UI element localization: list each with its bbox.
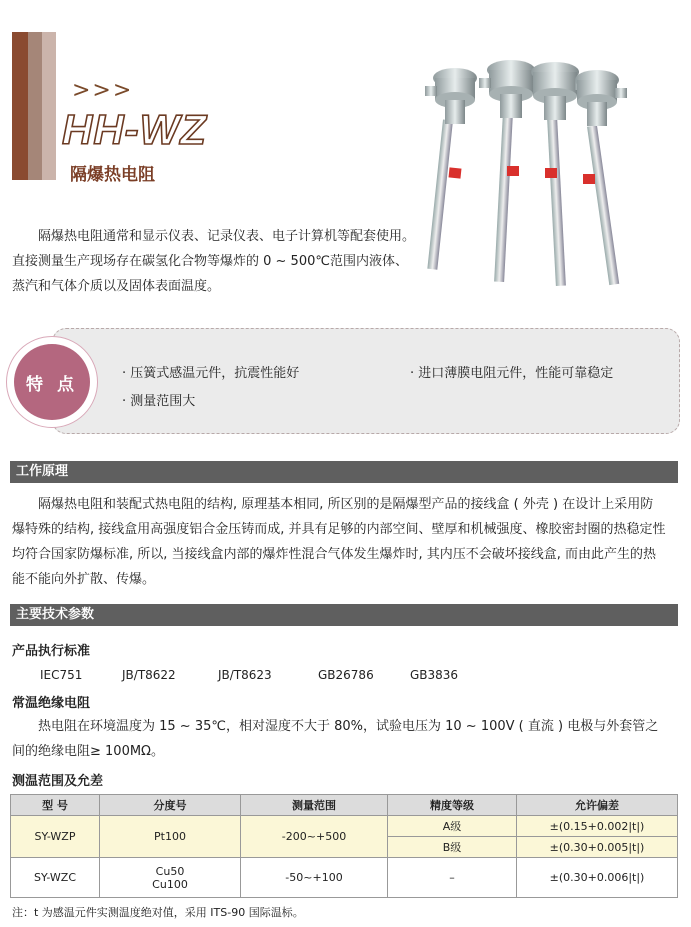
insulation-line: 间的绝缘电阻≥ 100MΩ。	[12, 744, 164, 759]
table-row	[11, 816, 678, 837]
intro-line: 蒸汽和气体介质以及固体表面温度。	[12, 279, 221, 294]
features-panel	[52, 328, 680, 434]
chevron-icon: >>>	[72, 78, 134, 103]
cell-deviation: ±(0.30+0.006|t|)	[517, 858, 678, 898]
cell-deviation: ±(0.30+0.005|t|)	[517, 837, 678, 858]
intro-line: 直接测量生产现场存在碳氢化合物等爆炸的 0 ~ 500℃范围内液体、	[12, 254, 408, 269]
range-title: 测温范围及允差	[12, 774, 104, 789]
feature-item: · 测量范围大	[122, 394, 196, 409]
insulation-text	[12, 714, 680, 764]
decor-bar-1	[12, 32, 28, 180]
principle-line: 均符合国家防爆标准, 所以, 当接线盒内部的爆炸性混合气体发生爆炸时, 其内压不会破坏接线盒, 而由此产生的热	[12, 547, 657, 562]
col-header: 型 号	[11, 795, 100, 816]
cell-grade: A级	[388, 816, 517, 837]
decor-bar-2	[28, 32, 42, 180]
principle-line: 隔爆热电阻和装配式热电阻的结构, 原理基本相同, 所区别的是隔爆型产品的接线盒 ( 外壳 ) 在设计上采用防	[38, 497, 654, 512]
principle-text	[12, 492, 680, 592]
cell-range: -200~+500	[241, 816, 388, 858]
standard-item: GB26786	[318, 668, 374, 682]
cell-index: Cu50 Cu100	[100, 858, 241, 898]
model-title: HH-WZ	[62, 106, 207, 153]
col-header: 精度等级	[388, 795, 517, 816]
standards-title: 产品执行标准	[12, 644, 91, 659]
feature-item: · 压簧式感温元件，抗震性能好	[122, 366, 300, 381]
insulation-line: 热电阻在环境温度为 15 ~ 35℃，相对湿度不大于 80%，试验电压为 10 ~ 100V ( 直流 ) 电极与外套管之	[38, 719, 659, 734]
footnote: 注：t 为感温元件实测温度绝对值，采用 ITS-90 国际温标。	[12, 906, 304, 919]
cell-deviation: ±(0.15+0.002|t|)	[517, 816, 678, 837]
sensor-1	[425, 68, 477, 270]
cell-model: SY-WZC	[11, 858, 100, 898]
standard-item: JB/T8623	[218, 668, 272, 682]
principle-line: 爆特殊的结构, 接线盒用高强度铝合金压铸而成, 并具有足够的内部空间、壁厚和机械强度、橡胶密封圈的热稳定性	[12, 522, 666, 537]
col-header: 测量范围	[241, 795, 388, 816]
decor-bar-3	[42, 32, 56, 180]
sensor-2	[479, 60, 535, 282]
cell-grade: –	[388, 858, 517, 898]
features-badge: 特 点	[14, 344, 90, 420]
standard-item: JB/T8622	[122, 668, 176, 682]
sensor-4	[575, 70, 627, 285]
cell-range: -50~+100	[241, 858, 388, 898]
table-header-row	[11, 795, 678, 816]
intro-text	[12, 224, 432, 299]
product-image	[425, 50, 635, 300]
product-name: 隔爆热电阻	[70, 165, 155, 185]
insulation-title: 常温绝缘电阻	[12, 696, 91, 711]
intro-line: 隔爆热电阻通常和显示仪表、记录仪表、电子计算机等配套使用。	[38, 229, 416, 244]
standard-item: GB3836	[410, 668, 459, 682]
col-header: 允许偏差	[517, 795, 678, 816]
cell-index: Pt100	[100, 816, 241, 858]
cell-grade: B级	[388, 837, 517, 858]
standard-item: IEC751	[40, 668, 83, 682]
principle-line: 能不能向外扩散、传爆。	[12, 572, 156, 587]
table-row	[11, 858, 678, 898]
section-header-specs: 主要技术参数	[10, 604, 678, 626]
col-header: 分度号	[100, 795, 241, 816]
section-header-principle: 工作原理	[10, 461, 678, 483]
spec-table	[10, 794, 678, 898]
feature-item: · 进口薄膜电阻元件，性能可靠稳定	[410, 366, 614, 381]
cell-model: SY-WZP	[11, 816, 100, 858]
